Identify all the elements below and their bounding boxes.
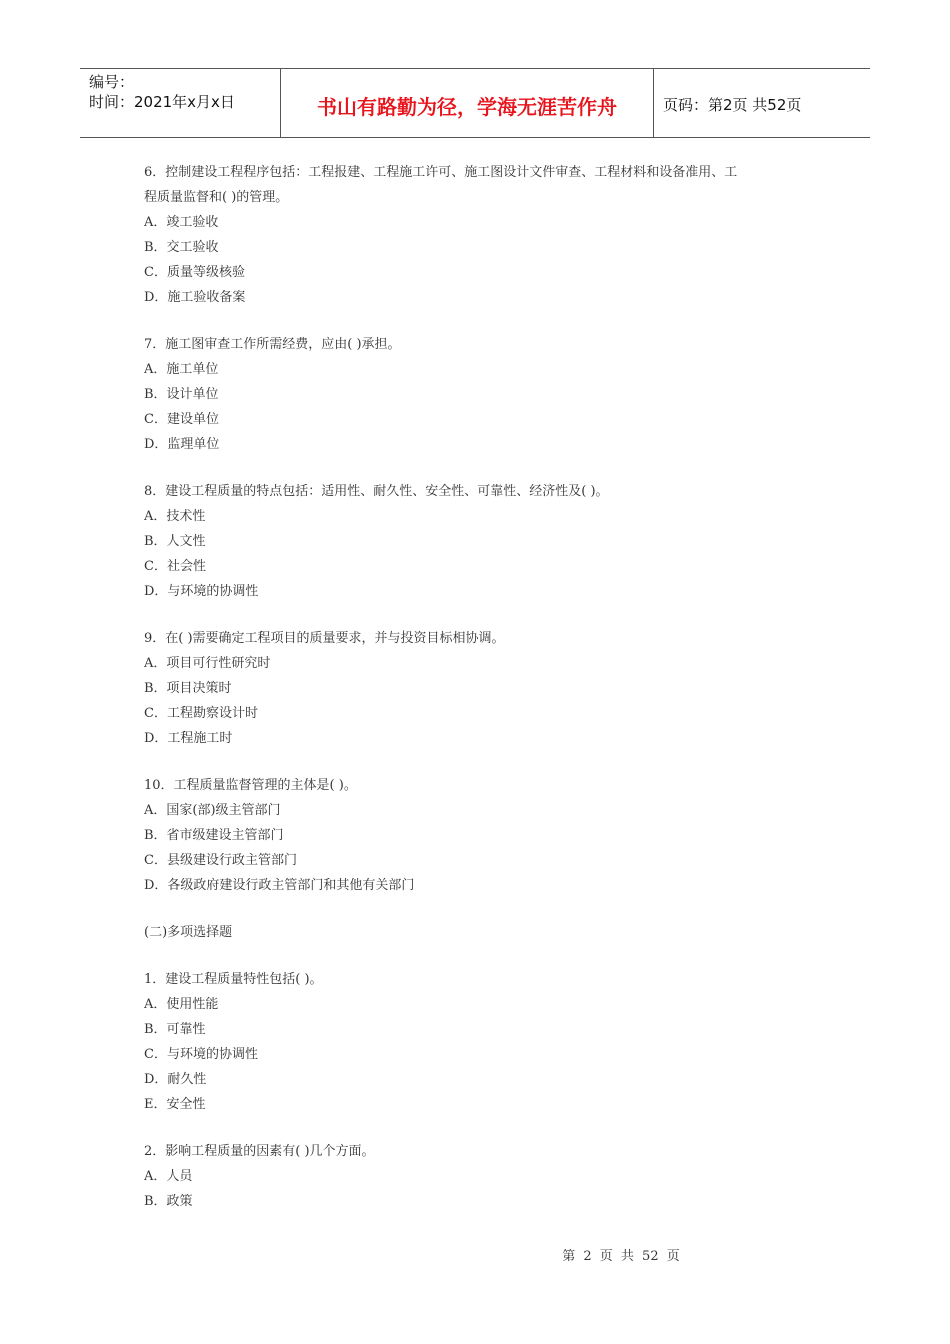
header-meta [80, 69, 281, 137]
question-text: 8．建设工程质量的特点包括：适用性、耐久性、安全性、可靠性、经济性及( )。 [144, 484, 609, 499]
answer-option: B．设计单位 [144, 387, 219, 402]
answer-option: B．交工验收 [144, 240, 219, 255]
answer-option: D．施工验收备案 [144, 290, 246, 305]
multi-choice-questions [144, 967, 814, 1214]
answer-option: D．与环境的协调性 [144, 584, 259, 599]
question-block [144, 773, 814, 898]
answer-option: B．可靠性 [144, 1022, 206, 1037]
header-page-info: 页码：第2页 共52页 [663, 95, 802, 114]
answer-option: D．耐久性 [144, 1072, 207, 1087]
id-label: 编号： [89, 73, 135, 91]
question-text: 6．控制建设工程程序包括：工程报建、工程施工许可、施工图设计文件审查、工程材料和设备准用、工 [144, 165, 738, 180]
document-body [144, 160, 814, 1236]
answer-option: D．监理单位 [144, 437, 220, 452]
answer-option: A．施工单位 [144, 362, 219, 377]
question-block [144, 332, 814, 457]
time-label: 时间：2021年x月x日 [89, 93, 235, 111]
answer-option: B．政策 [144, 1194, 193, 1209]
question-text: 程质量监督和( )的管理。 [144, 190, 289, 205]
question-text: 9．在( )需要确定工程项目的质量要求，并与投资目标相协调。 [144, 631, 505, 646]
answer-option: B．省市级建设主管部门 [144, 828, 284, 843]
question-text: 2．影响工程质量的因素有( )几个方面。 [144, 1144, 375, 1159]
question-text: 1．建设工程质量特性包括( )。 [144, 972, 323, 987]
answer-option: B．人文性 [144, 534, 206, 549]
question-text: 10．工程质量监督管理的主体是( )。 [144, 778, 357, 793]
answer-option: C．工程勘察设计时 [144, 706, 258, 721]
section-title-multi: (二)多项选择题 [144, 925, 233, 940]
page-footer: 第 2 页 共 52 页 [562, 1249, 680, 1264]
answer-option: E．安全性 [144, 1097, 206, 1112]
header-motto: 书山有路勤为径，学海无涯苦作舟 [281, 69, 654, 137]
page-header [80, 68, 870, 138]
answer-option: B．项目决策时 [144, 681, 232, 696]
answer-option: D．各级政府建设行政主管部门和其他有关部门 [144, 878, 415, 893]
answer-option: C．社会性 [144, 559, 206, 574]
question-block [144, 479, 814, 604]
answer-option: C．与环境的协调性 [144, 1047, 258, 1062]
answer-option: A．竣工验收 [144, 215, 219, 230]
answer-option: A．使用性能 [144, 997, 219, 1012]
answer-option: D．工程施工时 [144, 731, 233, 746]
question-block [144, 967, 814, 1117]
question-block [144, 1139, 814, 1214]
question-block [144, 160, 814, 310]
answer-option: A．人员 [144, 1169, 193, 1184]
answer-option: C．质量等级核验 [144, 265, 245, 280]
question-text: 7．施工图审查工作所需经费，应由( )承担。 [144, 337, 401, 352]
answer-option: C．建设单位 [144, 412, 219, 427]
answer-option: A．技术性 [144, 509, 206, 524]
answer-option: A．国家(部)级主管部门 [144, 803, 281, 818]
question-block [144, 626, 814, 751]
answer-option: C．县级建设行政主管部门 [144, 853, 297, 868]
answer-option: A．项目可行性研究时 [144, 656, 271, 671]
single-choice-questions [144, 160, 814, 898]
